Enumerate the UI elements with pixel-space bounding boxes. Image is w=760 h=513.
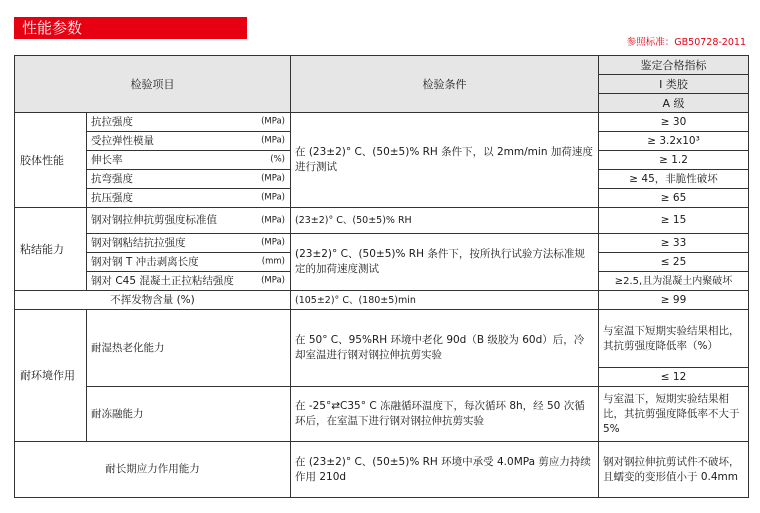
- criteria-value: ≥ 65: [599, 189, 749, 208]
- criteria-value: ≤ 25: [599, 253, 749, 272]
- criteria-value: ≤ 12: [599, 368, 749, 387]
- criteria-value: ≥ 3.2x10³: [599, 132, 749, 151]
- condition-bonding-shared: (23±2)° C、(50±5)% RH 条件下，按所执行试验方法标准规定的加荷速度测试: [291, 234, 599, 291]
- table-row-item: 耐湿热老化能力: [87, 310, 291, 387]
- section-title: 性能参数: [14, 17, 247, 39]
- table-row-item: 抗压强度 (MPa): [87, 189, 291, 208]
- table-row-item: 伸长率 (%): [87, 151, 291, 170]
- longterm-condition: 在 (23±2)° C、(50±5)% RH 环境中承受 4.0MPa 剪应力持续作用 210d: [291, 442, 599, 498]
- longterm-item: 耐长期应力作用能力: [15, 442, 291, 498]
- table-row-item: 钢对钢粘结抗拉强度 (MPa): [87, 234, 291, 253]
- criteria-desc: 与室温下短期实验结果相比，其抗剪强度降低率（%）: [599, 310, 749, 368]
- table-row-item: 钢对钢拉伸抗剪强度标准值 (MPa): [87, 208, 291, 234]
- table-row-item: 抗拉强度 (MPa): [87, 113, 291, 132]
- header-condition: 检验条件: [291, 56, 599, 113]
- criteria-value: ≥ 33: [599, 234, 749, 253]
- header-glue-class: I 类胶: [599, 75, 749, 94]
- table-row-item: 抗弯强度 (MPa): [87, 170, 291, 189]
- group-colloid: 胶体性能: [15, 113, 87, 208]
- nonvolatile-item: 不挥发物含量 (%): [15, 291, 291, 310]
- criteria-value: 钢对钢拉伸抗剪试件不破坏，且蠕变的变形值小于 0.4mm: [599, 442, 749, 498]
- condition-colloid: 在 (23±2)° C、(50±5)% RH 条件下，以 2mm/min 加荷速度进行测试: [291, 113, 599, 208]
- reference-standard: 参照标准：GB50728-2011: [626, 37, 746, 48]
- group-bonding: 粘结能力: [15, 208, 87, 291]
- condition-humid-heat: 在 50° C、95%RH 环境中老化 90d（B 级胶为 60d）后，冷却室温进行钢对钢拉伸抗剪实验: [291, 310, 599, 387]
- criteria-value: ≥ 45，非脆性破坏: [599, 170, 749, 189]
- criteria-value: 与室温下，短期实验结果相比，其抗剪强度降低率不大于 5%: [599, 387, 749, 442]
- group-environment: 耐环境作用: [15, 310, 87, 442]
- criteria-value: ≥ 15: [599, 208, 749, 234]
- table-row-item: 钢对钢 T 冲击剥离长度 (mm): [87, 253, 291, 272]
- table-row-item: 受拉弹性模量 (MPa): [87, 132, 291, 151]
- table-row-item: 钢对 C45 混凝土正拉粘结强度 (MPa): [87, 272, 291, 291]
- header-grade: A 级: [599, 94, 749, 113]
- criteria-value: ≥2.5,且为混凝土内聚破坏: [599, 272, 749, 291]
- condition-freeze-thaw: 在 -25°⇄C35° C 冻融循环温度下，每次循环 8h，经 50 次循环后，在室温下进行钢对钢拉伸抗剪实验: [291, 387, 599, 442]
- header-criteria: 鉴定合格指标: [599, 56, 749, 75]
- performance-table: [14, 55, 749, 498]
- criteria-value: ≥ 99: [599, 291, 749, 310]
- condition-bonding-shear: (23±2)° C、(50±5)% RH: [291, 208, 599, 234]
- criteria-value: ≥ 1.2: [599, 151, 749, 170]
- nonvolatile-condition: (105±2)° C、(180±5)min: [291, 291, 599, 310]
- table-row-item: 耐冻融能力: [87, 387, 291, 442]
- header-item: 检验项目: [15, 56, 291, 113]
- criteria-value: ≥ 30: [599, 113, 749, 132]
